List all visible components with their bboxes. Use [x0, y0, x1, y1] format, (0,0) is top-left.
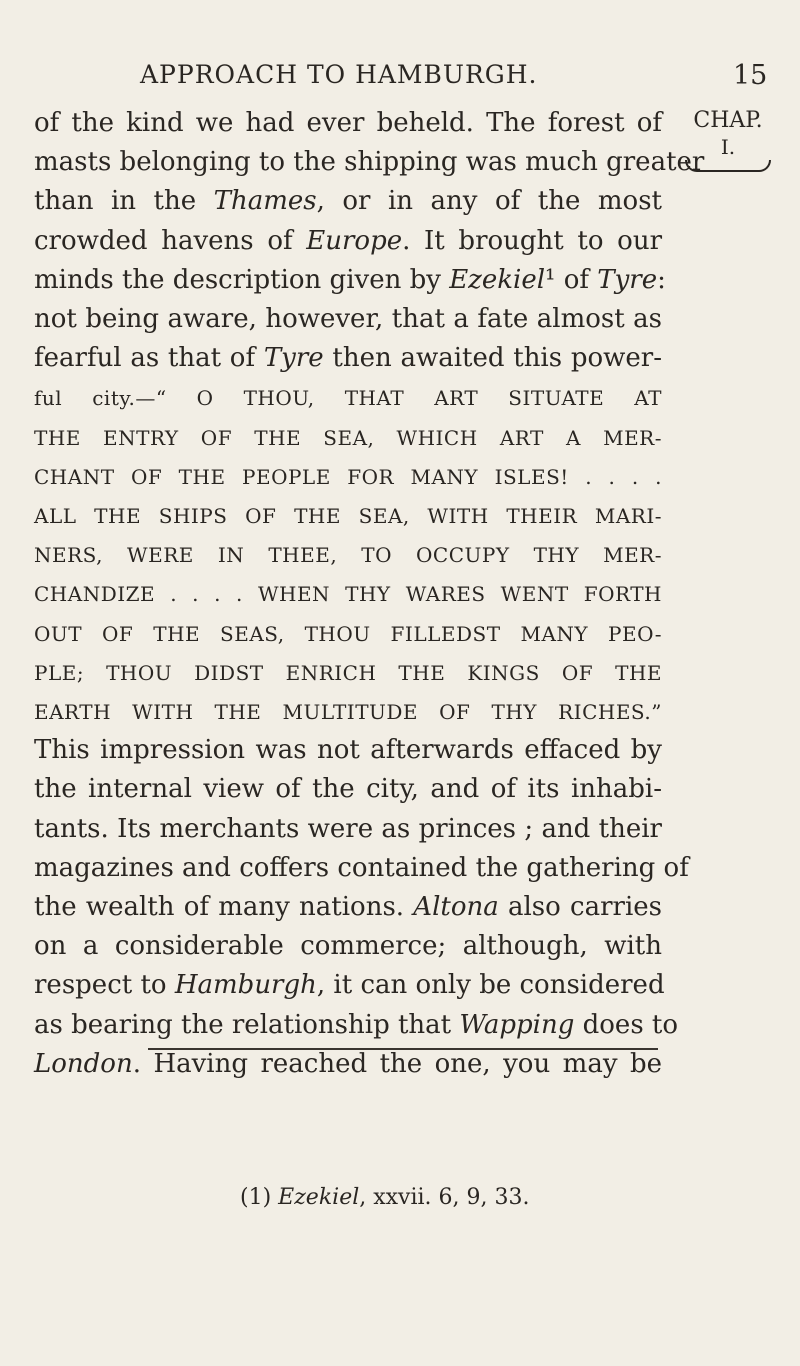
text-run: CHANDIZE . . . . WHEN THY WARES WENT FORTH [34, 582, 662, 607]
italic-text: Altona [413, 892, 499, 922]
text-line [34, 426, 662, 450]
text-run: not being aware, however, that a fate almost as [34, 304, 662, 334]
text-line [34, 304, 662, 334]
text-run: NERS, WERE IN THEE, TO OCCUPY THY MER- [34, 543, 662, 568]
text-run: ¹ of [545, 264, 598, 295]
text-line [34, 1049, 662, 1079]
text-run: OUT OF THE SEAS, THOU FILLEDST MANY PEO- [34, 621, 662, 646]
text-line [34, 661, 662, 685]
text-run: ful city.—“ O THOU, THAT ART SITUATE AT [34, 386, 662, 411]
text-run: crowded havens of [34, 225, 307, 256]
text-run: magazines and coffers contained the gathering of [34, 852, 689, 883]
italic-text: Thames [213, 186, 317, 217]
text-run: the wealth of many nations. [34, 892, 414, 922]
page-number: 15 [733, 60, 768, 91]
text-line [34, 582, 662, 606]
text-line [34, 892, 662, 922]
text-run: THE ENTRY OF THE SEA, WHICH ART A MER- [34, 425, 662, 450]
text-run: This impression was not afterwards effaced by [34, 735, 662, 766]
text-line [34, 226, 662, 256]
text-run: . It brought to our [402, 225, 662, 256]
text-run: does to [574, 1009, 679, 1040]
text-run: on a considerable commerce; although, with [34, 931, 662, 962]
italic-text: Tyre [263, 343, 324, 374]
text-line [34, 465, 662, 489]
text-run: , xxvii. 6, 9, 33. [359, 1185, 530, 1210]
running-head: APPROACH TO HAMBURGH. [140, 60, 538, 89]
italic-text: Europe [306, 225, 403, 256]
text-run: , it can only be considered [316, 970, 665, 1001]
text-line [34, 852, 689, 883]
chapter-number: I. [720, 135, 736, 159]
text-run: (1) [240, 1185, 279, 1210]
text-run: then awaited this power- [323, 343, 662, 374]
text-run: respect to [34, 970, 175, 1001]
text-line [34, 1009, 679, 1040]
text-line [34, 543, 662, 567]
text-line [34, 622, 662, 646]
text-run: than in the [34, 186, 214, 217]
footnote [240, 1185, 530, 1210]
text-run: PLE; THOU DIDST ENRICH THE KINGS OF THE [34, 660, 662, 685]
text-run: tants. Its merchants were as princes ; and their [34, 813, 662, 844]
text-line [34, 931, 662, 961]
italic-text: Wapping [459, 1009, 575, 1040]
text-line [34, 735, 662, 765]
text-line [34, 343, 662, 373]
text-run: as bearing the relationship that [34, 1009, 460, 1040]
chapter-label: CHAP. [693, 108, 763, 133]
italic-text: Tyre [597, 264, 658, 295]
text-line [34, 700, 662, 724]
text-run: , or in any of the most [316, 186, 662, 217]
text-run: minds the description given by [34, 264, 450, 295]
italic-text: Hamburgh [174, 970, 317, 1001]
text-run: . Having reached the one, you may be [132, 1048, 662, 1079]
text-line [34, 814, 662, 844]
text-run: of the kind we had ever beheld. The forest of [34, 108, 662, 138]
text-run: fearful as that of [34, 343, 264, 374]
italic-text: Ezekiel [449, 264, 546, 295]
text-run: also carries [498, 892, 662, 922]
text-run: CHANT OF THE PEOPLE FOR MANY ISLES! . . . . [34, 464, 662, 489]
text-run: ALL THE SHIPS OF THE SEA, WITH THEIR MARI- [34, 504, 662, 528]
footnote-rule [148, 1048, 658, 1050]
text-run: masts belonging to the shipping was much greater [34, 147, 705, 178]
text-line [34, 774, 662, 804]
text-line [34, 186, 662, 216]
text-line [34, 264, 666, 295]
text-run: the internal view of the city, and of its inhabi- [34, 774, 662, 805]
text-line [34, 386, 662, 410]
text-line [34, 504, 662, 528]
italic-text: Ezekiel [278, 1185, 360, 1210]
italic-text: London [34, 1048, 133, 1079]
text-run: EARTH WITH THE MULTITUDE OF THY RICHES.” [34, 700, 662, 724]
text-line [34, 147, 705, 178]
text-run: : [657, 264, 666, 295]
text-line [34, 108, 662, 138]
text-line [34, 970, 665, 1001]
